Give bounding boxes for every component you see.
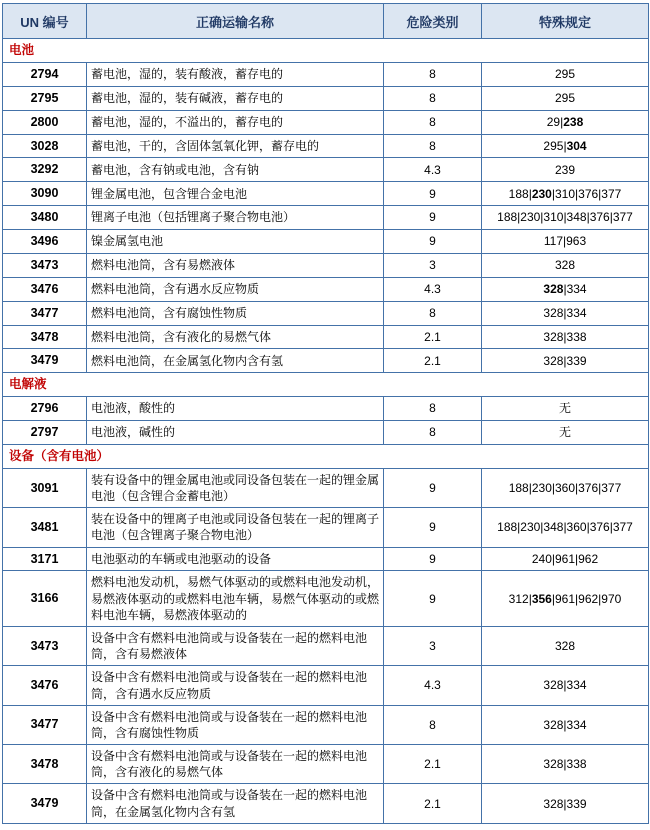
cell-shipping-name: 蓄电池，湿的，不溢出的，蓄存电的 xyxy=(87,110,384,134)
table-header-row xyxy=(3,4,649,39)
cell-hazard-class: 8 xyxy=(384,705,482,744)
table-row xyxy=(3,230,649,254)
cell-un-number: 3477 xyxy=(3,705,87,744)
cell-shipping-name: 燃料电池筒，含有易燃液体 xyxy=(87,253,384,277)
table-row xyxy=(3,158,649,182)
cell-shipping-name: 锂离子电池（包括锂离子聚合物电池） xyxy=(87,206,384,230)
table-row xyxy=(3,182,649,206)
group-label: 设备（含有电池） xyxy=(3,444,649,468)
cell-hazard-class: 8 xyxy=(384,86,482,110)
cell-special-provisions: 295 xyxy=(482,86,649,110)
cell-un-number: 2800 xyxy=(3,110,87,134)
cell-hazard-class: 3 xyxy=(384,626,482,665)
cell-hazard-class: 3 xyxy=(384,253,482,277)
cell-hazard-class: 9 xyxy=(384,182,482,206)
cell-un-number: 2796 xyxy=(3,397,87,421)
group-header-row xyxy=(3,39,649,63)
table-row xyxy=(3,547,649,571)
cell-un-number: 3479 xyxy=(3,784,87,823)
cell-shipping-name: 蓄电池，湿的，装有碱液，蓄存电的 xyxy=(87,86,384,110)
table-row xyxy=(3,508,649,547)
cell-hazard-class: 8 xyxy=(384,134,482,158)
cell-special-provisions: 328|338 xyxy=(482,325,649,349)
table-row xyxy=(3,666,649,705)
cell-un-number: 3473 xyxy=(3,626,87,665)
cell-hazard-class: 9 xyxy=(384,230,482,254)
un-number-table xyxy=(2,3,649,824)
cell-special-provisions: 328 xyxy=(482,253,649,277)
cell-shipping-name: 镍金属氢电池 xyxy=(87,230,384,254)
cell-hazard-class: 9 xyxy=(384,547,482,571)
table-row xyxy=(3,134,649,158)
cell-un-number: 3166 xyxy=(3,571,87,627)
cell-shipping-name: 蓄电池，湿的，装有酸液，蓄存电的 xyxy=(87,62,384,86)
cell-special-provisions: 328|334 xyxy=(482,666,649,705)
cell-special-provisions: 295 xyxy=(482,62,649,86)
cell-shipping-name: 设备中含有燃料电池筒或与设备装在一起的燃料电池筒，含有液化的易燃气体 xyxy=(87,745,384,784)
cell-shipping-name: 电池液，酸性的 xyxy=(87,397,384,421)
cell-un-number: 3171 xyxy=(3,547,87,571)
cell-special-provisions: 117|963 xyxy=(482,230,649,254)
cell-un-number: 3292 xyxy=(3,158,87,182)
cell-hazard-class: 9 xyxy=(384,508,482,547)
cell-shipping-name: 燃料电池筒，含有腐蚀性物质 xyxy=(87,301,384,325)
cell-un-number: 2795 xyxy=(3,86,87,110)
cell-shipping-name: 锂金属电池，包含锂合金电池 xyxy=(87,182,384,206)
cell-special-provisions: 328|334 xyxy=(482,301,649,325)
cell-un-number: 2794 xyxy=(3,62,87,86)
table-row xyxy=(3,62,649,86)
column-header-proper-shipping-name: 正确运输名称 xyxy=(87,4,384,39)
table-row xyxy=(3,349,649,373)
cell-special-provisions: 无 xyxy=(482,397,649,421)
table-row xyxy=(3,110,649,134)
cell-hazard-class: 9 xyxy=(384,206,482,230)
group-header-row xyxy=(3,373,649,397)
cell-hazard-class: 2.1 xyxy=(384,745,482,784)
cell-special-provisions: 328|334 xyxy=(482,705,649,744)
cell-hazard-class: 8 xyxy=(384,421,482,445)
cell-special-provisions: 328|334 xyxy=(482,277,649,301)
cell-shipping-name: 装在设备中的锂离子电池或同设备包装在一起的锂离子电池（包含锂离子聚合物电池） xyxy=(87,508,384,547)
cell-hazard-class: 4.3 xyxy=(384,666,482,705)
cell-special-provisions: 188|230|310|376|377 xyxy=(482,182,649,206)
cell-shipping-name: 燃料电池发动机，易燃气体驱动的或燃料电池发动机，易燃液体驱动的或燃料电池车辆，易燃气体驱动的或燃料电池车辆，易燃液体驱动的 xyxy=(87,571,384,627)
table-header xyxy=(3,4,649,39)
cell-un-number: 3496 xyxy=(3,230,87,254)
cell-hazard-class: 8 xyxy=(384,110,482,134)
group-label: 电池 xyxy=(3,39,649,63)
cell-un-number: 3477 xyxy=(3,301,87,325)
cell-un-number: 3480 xyxy=(3,206,87,230)
cell-hazard-class: 2.1 xyxy=(384,349,482,373)
table-row xyxy=(3,301,649,325)
cell-shipping-name: 蓄电池，干的，含固体氢氧化钾，蓄存电的 xyxy=(87,134,384,158)
cell-un-number: 3090 xyxy=(3,182,87,206)
column-header-un-number: UN 编号 xyxy=(3,4,87,39)
cell-special-provisions: 29|238 xyxy=(482,110,649,134)
cell-un-number: 3028 xyxy=(3,134,87,158)
cell-shipping-name: 装有设备中的锂金属电池或同设备包装在一起的锂金属电池（包含锂合金蓄电池） xyxy=(87,468,384,507)
cell-special-provisions: 328|339 xyxy=(482,349,649,373)
cell-un-number: 3478 xyxy=(3,325,87,349)
cell-shipping-name: 电池驱动的车辆或电池驱动的设备 xyxy=(87,547,384,571)
cell-hazard-class: 2.1 xyxy=(384,325,482,349)
cell-shipping-name: 蓄电池，含有钠或电池，含有钠 xyxy=(87,158,384,182)
cell-special-provisions: 无 xyxy=(482,421,649,445)
table-row xyxy=(3,253,649,277)
cell-un-number: 3479 xyxy=(3,349,87,373)
cell-special-provisions: 312|356|961|962|970 xyxy=(482,571,649,627)
cell-special-provisions: 328|339 xyxy=(482,784,649,823)
cell-hazard-class: 8 xyxy=(384,301,482,325)
table-body xyxy=(3,39,649,824)
table-row xyxy=(3,397,649,421)
cell-special-provisions: 188|230|360|376|377 xyxy=(482,468,649,507)
cell-special-provisions: 239 xyxy=(482,158,649,182)
cell-hazard-class: 9 xyxy=(384,468,482,507)
cell-hazard-class: 2.1 xyxy=(384,784,482,823)
cell-un-number: 3091 xyxy=(3,468,87,507)
cell-shipping-name: 设备中含有燃料电池筒或与设备装在一起的燃料电池筒，含有遇水反应物质 xyxy=(87,666,384,705)
cell-un-number: 2797 xyxy=(3,421,87,445)
table-row xyxy=(3,745,649,784)
table-row xyxy=(3,571,649,627)
cell-shipping-name: 燃料电池筒，在金属氢化物内含有氢 xyxy=(87,349,384,373)
column-header-special-provisions: 特殊规定 xyxy=(482,4,649,39)
column-header-hazard-class: 危险类别 xyxy=(384,4,482,39)
table-row xyxy=(3,468,649,507)
table-row xyxy=(3,421,649,445)
cell-special-provisions: 188|230|310|348|376|377 xyxy=(482,206,649,230)
cell-shipping-name: 电池液，碱性的 xyxy=(87,421,384,445)
table-row xyxy=(3,277,649,301)
table-row xyxy=(3,206,649,230)
cell-shipping-name: 设备中含有燃料电池筒或与设备装在一起的燃料电池筒，含有腐蚀性物质 xyxy=(87,705,384,744)
cell-hazard-class: 8 xyxy=(384,397,482,421)
table-row xyxy=(3,626,649,665)
cell-shipping-name: 设备中含有燃料电池筒或与设备装在一起的燃料电池筒，含有易燃液体 xyxy=(87,626,384,665)
cell-hazard-class: 4.3 xyxy=(384,277,482,301)
cell-un-number: 3476 xyxy=(3,666,87,705)
table-row xyxy=(3,705,649,744)
cell-un-number: 3481 xyxy=(3,508,87,547)
cell-special-provisions: 188|230|348|360|376|377 xyxy=(482,508,649,547)
cell-hazard-class: 4.3 xyxy=(384,158,482,182)
cell-special-provisions: 328|338 xyxy=(482,745,649,784)
cell-hazard-class: 8 xyxy=(384,62,482,86)
cell-un-number: 3478 xyxy=(3,745,87,784)
cell-shipping-name: 燃料电池筒，含有遇水反应物质 xyxy=(87,277,384,301)
cell-special-provisions: 328 xyxy=(482,626,649,665)
cell-un-number: 3473 xyxy=(3,253,87,277)
group-header-row xyxy=(3,444,649,468)
table-row xyxy=(3,86,649,110)
group-label: 电解液 xyxy=(3,373,649,397)
cell-special-provisions: 295|304 xyxy=(482,134,649,158)
cell-hazard-class: 9 xyxy=(384,571,482,627)
cell-special-provisions: 240|961|962 xyxy=(482,547,649,571)
cell-shipping-name: 燃料电池筒，含有液化的易燃气体 xyxy=(87,325,384,349)
cell-un-number: 3476 xyxy=(3,277,87,301)
table-row xyxy=(3,325,649,349)
cell-shipping-name: 设备中含有燃料电池筒或与设备装在一起的燃料电池筒，在金属氢化物内含有氢 xyxy=(87,784,384,823)
table-row xyxy=(3,784,649,823)
